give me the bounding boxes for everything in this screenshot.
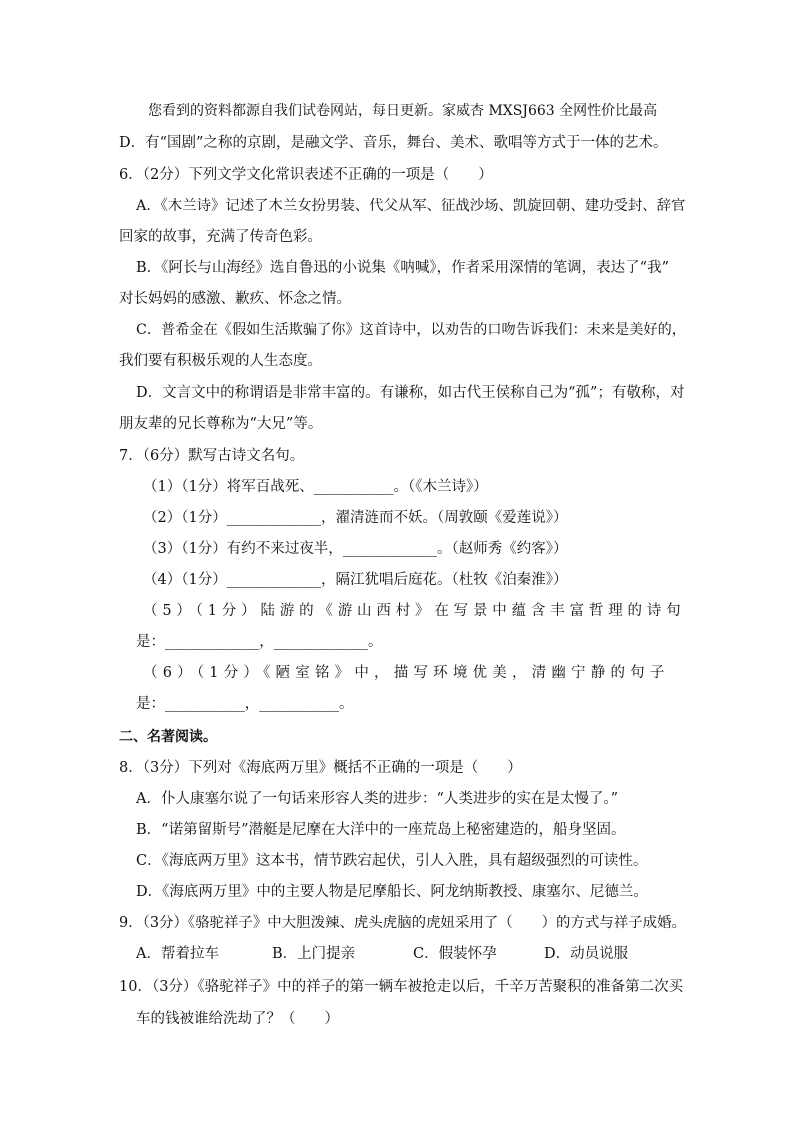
section-2-heading: 二、名著阅读。 [119,729,217,745]
page-header-notice: 您看到的资料都源自我们试卷网站，每日更新。家威杏 MXSJ663 全网性价比最高 [148,103,658,119]
q9-option-d: D．动员说服 [544,946,629,962]
q9-option-c: C．假装怀孕 [413,946,497,962]
q6-option-a-line2: 回家的故事，充满了传奇色彩。 [119,229,322,245]
q6-option-b-line1: B．《阿长与山海经》选自鲁迅的小说集《呐喊》，作者采用深情的笔调，表达了“我” [136,260,669,276]
q8-option-b: B．“诺第留斯号”潜艇是尼摩在大洋中的一座荒岛上秘密建造的，船身坚固。 [136,822,626,838]
q6-option-c-line2: 我们要有积极乐观的人生态度。 [119,353,322,369]
q6-option-b-line2: 对长妈妈的感激、歉疚、怀念之情。 [119,291,351,307]
q7-sub4: （4）（1分）_____________，隔江犹唱后庭花。（杜牧《泊秦淮》） [143,572,568,588]
q7-sub6-line2: 是：___________，___________。 [136,696,354,712]
q5-option-d: D．有“国剧”之称的京剧，是融文学、音乐，舞台、美术、歌唱等方式于一体的艺术。 [119,135,668,151]
q10-stem-line1: 10．（3分）《骆驼祥子》中的祥子的第一辆车被抢走以后，千辛万苦聚积的准备第二次买 [119,979,684,995]
q7-sub5-line1: （5）（1分）陆游的《游山西村》在写景中蕴含丰富哲理的诗句 [143,603,686,619]
q8-option-d: D．《海底两万里》中的主要人物是尼摩船长、阿龙纳斯教授、康塞尔、尼德兰。 [136,884,648,900]
q7-stem: 7．（6分）默写古诗文名句。 [119,448,305,464]
q6-option-a-line1: A．《木兰诗》记述了木兰女扮男装、代父从军、征战沙场、凯旋回朝、建功受封、辞官 [136,198,686,214]
q9-option-a: A．帮着拉车 [136,946,219,962]
q8-option-c: C．《海底两万里》这本书，情节跌宕起伏，引人入胜，具有超级强烈的可读性。 [136,853,648,869]
q6-stem: 6．（2分）下列文学文化常识表述不正确的一项是（ ） [119,167,493,183]
q10-stem-line2: 车的钱被谁给洗劫了？（ ） [136,1011,339,1027]
q6-option-d-line1: D．文言文中的称谓语是非常丰富的。有谦称，如古代王侯称自己为“孤”；有敬称，对 [136,385,685,401]
q9-stem: 9．（3分）《骆驼祥子》中大胆泼辣、虎头虎脑的虎妞采用了（ ）的方式与祥子成婚。 [119,915,686,931]
q8-option-a: A．仆人康塞尔说了一句话来形容人类的进步：“人类进步的实在是太慢了。” [136,791,619,807]
q7-sub1: （1）（1分）将军百战死、___________。（《木兰诗》） [143,479,488,495]
q6-option-d-line2: 朋友辈的兄长尊称为“大兄”等。 [119,416,323,432]
q7-sub3: （3）（1分）有约不来过夜半，_____________。（赵师秀《约客》） [143,541,568,557]
q7-sub5-line2: 是：_____________，_____________。 [136,634,383,650]
q6-option-c-line1: C．普希金在《假如生活欺骗了你》这首诗中，以劝告的口吻告诉我们：未来是美好的， [136,322,686,338]
q7-sub6-line1: （6）（1分）《陋室铭》中，描写环境优美，清幽宁静的句子 [143,665,670,681]
q9-option-b: B．上门提亲 [272,946,356,962]
q7-sub2: （2）（1分）_____________，濯清涟而不妖。（周敦颐《爱莲说》） [143,510,568,526]
q8-stem: 8．（3分）下列对《海底两万里》概括不正确的一项是（ ） [119,760,522,776]
